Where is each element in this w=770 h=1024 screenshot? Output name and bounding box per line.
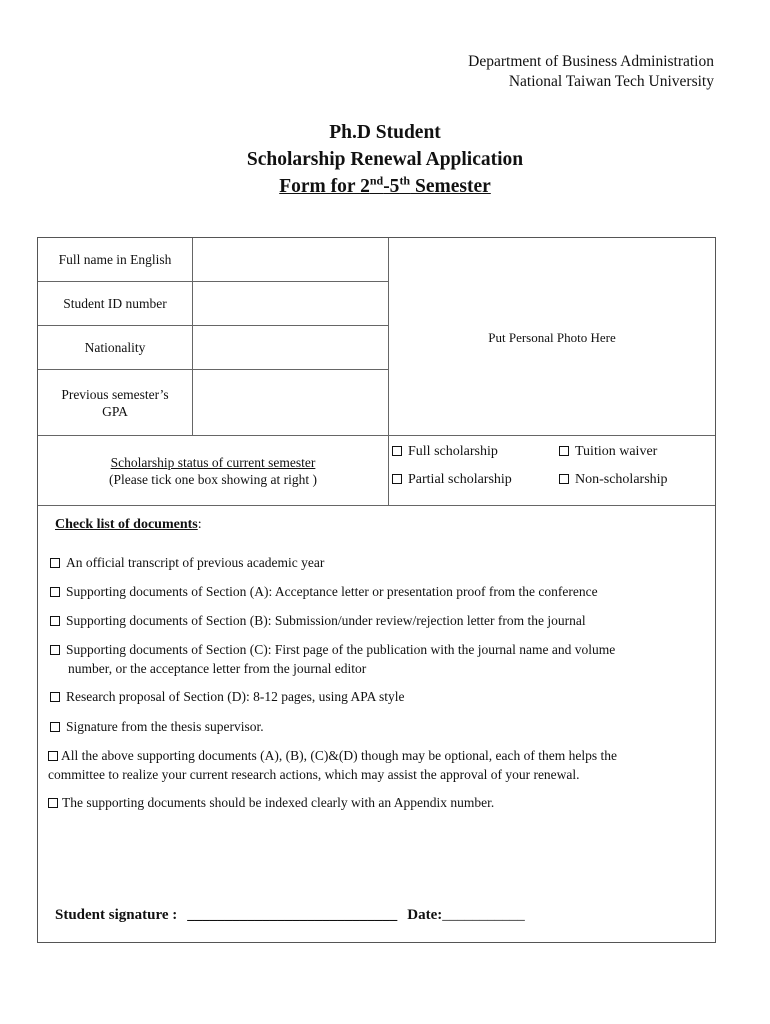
checkbox-non-scholarship[interactable] — [559, 474, 569, 484]
option-tuition-waiver[interactable] — [559, 444, 657, 460]
checklist-item-section-c[interactable] — [50, 641, 710, 678]
checklist-item-text: Supporting documents of Section (B): Submission/under review/rejection letter from the journal — [66, 613, 586, 628]
checkbox-section-b[interactable] — [50, 616, 60, 626]
scholarship-status-hint: (Please tick one box showing at right ) — [108, 471, 318, 487]
scholarship-status-label — [38, 436, 388, 505]
checklist-item-text: The supporting documents should be indexed clearly with an Appendix number. — [62, 795, 495, 810]
checkbox-full-scholarship[interactable] — [392, 446, 402, 456]
checkbox-optional-note[interactable] — [48, 751, 58, 761]
title-line-2: Scholarship Renewal Application — [246, 149, 524, 170]
department-name: Department of Business Administration — [468, 53, 714, 70]
form-title — [0, 119, 770, 200]
checklist-item-section-b[interactable] — [50, 612, 710, 631]
checklist-item-text: Research proposal of Section (D): 8-12 pages, using APA style — [66, 689, 405, 704]
date-label: Date: — [407, 907, 443, 923]
department-header — [468, 52, 714, 92]
checklist-item-optional-note[interactable] — [48, 747, 708, 784]
checkbox-section-d[interactable] — [50, 692, 60, 702]
title-line-3-mid: -5 — [383, 176, 400, 197]
checkbox-section-c[interactable] — [50, 645, 60, 655]
title-line-3-prefix: Form for 2 — [279, 176, 370, 197]
date-line[interactable]: ___________ — [442, 907, 525, 923]
option-partial-scholarship-label: Partial scholarship — [408, 472, 512, 487]
option-non-scholarship-label: Non-scholarship — [575, 472, 668, 487]
title-line-1: Ph.D Student — [329, 122, 441, 143]
title-line-3-suffix: Semester — [410, 176, 491, 197]
signature-row — [55, 907, 525, 924]
option-tuition-waiver-label: Tuition waiver — [575, 444, 658, 459]
checklist-item-appendix[interactable] — [48, 794, 708, 813]
checklist-item-section-d[interactable] — [50, 688, 710, 707]
checklist-item-transcript[interactable] — [50, 554, 710, 573]
nationality-input[interactable] — [193, 327, 387, 368]
checklist-item-text-cont: committee to realize your current research actions, which may assist the approval of your renewal. — [48, 766, 580, 782]
full-name-label: Full name in English — [58, 251, 172, 267]
row-divider — [38, 505, 715, 506]
gpa-label-line-1: Previous semester’s — [61, 386, 169, 402]
scholarship-status-title: Scholarship status of current semester — [110, 454, 316, 470]
checkbox-tuition-waiver[interactable] — [559, 446, 569, 456]
checklist-title — [55, 517, 202, 533]
gpa-label — [38, 370, 192, 435]
checklist-title-text: Check list of documents — [55, 517, 198, 532]
option-non-scholarship[interactable] — [559, 472, 668, 488]
option-full-scholarship-label: Full scholarship — [408, 444, 498, 459]
photo-area[interactable] — [389, 239, 715, 434]
signature-line[interactable]: ____________________________ — [187, 907, 398, 923]
gpa-input[interactable] — [193, 371, 387, 434]
checklist-item-text: Supporting documents of Section (C): First page of the publication with the journal name and volume — [66, 642, 616, 657]
option-partial-scholarship[interactable] — [392, 472, 512, 488]
checkbox-section-a[interactable] — [50, 587, 60, 597]
checklist-title-colon: : — [197, 517, 202, 532]
title-sup-th: th — [399, 173, 411, 188]
student-id-label: Student ID number — [63, 295, 167, 311]
university-name: National Taiwan Tech University — [508, 73, 714, 90]
title-sup-nd: nd — [369, 173, 384, 188]
nationality-label: Nationality — [84, 339, 146, 355]
checklist-item-text-cont: number, or the acceptance letter from the journal editor — [68, 660, 367, 676]
checkbox-partial-scholarship[interactable] — [392, 474, 402, 484]
title-line-3 — [0, 173, 770, 200]
application-form — [37, 237, 716, 943]
checkbox-supervisor-signature[interactable] — [50, 722, 60, 732]
signature-label: Student signature : — [55, 907, 178, 923]
student-id-input[interactable] — [193, 283, 387, 324]
option-full-scholarship[interactable] — [392, 444, 498, 460]
checklist-item-text: An official transcript of previous academic year — [66, 555, 325, 570]
checklist-item-text: All the above supporting documents (A), (B), (C)&(D) though may be optional, each of them helps the — [61, 748, 617, 763]
checklist-item-text: Supporting documents of Section (A): Acceptance letter or presentation proof from the conference — [66, 584, 598, 599]
checkbox-transcript[interactable] — [50, 558, 60, 568]
checklist-item-text: Signature from the thesis supervisor. — [66, 719, 264, 734]
checklist-item-section-a[interactable] — [50, 583, 710, 602]
checkbox-appendix[interactable] — [48, 798, 58, 808]
full-name-input[interactable] — [193, 239, 387, 280]
checklist-item-supervisor-signature[interactable] — [50, 718, 710, 737]
gpa-label-line-2: GPA — [102, 403, 128, 419]
photo-placeholder: Put Personal Photo Here — [488, 330, 616, 345]
